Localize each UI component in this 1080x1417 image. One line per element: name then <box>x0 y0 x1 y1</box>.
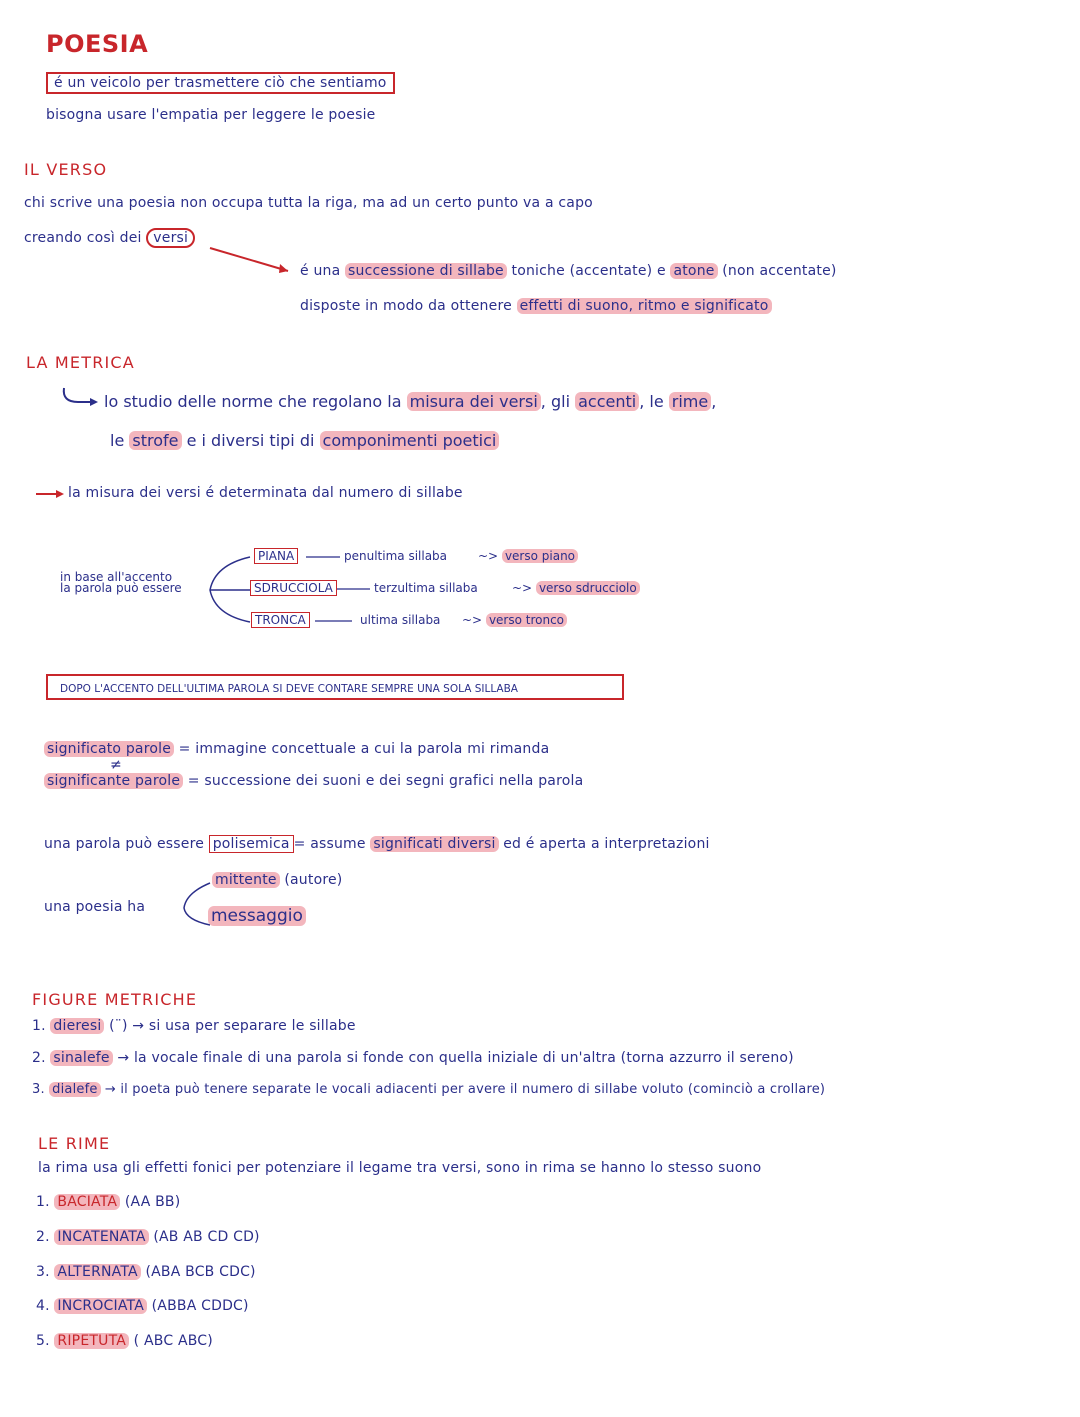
poesia-ha-mittente <box>212 872 342 888</box>
rime-item-2 <box>36 1229 260 1245</box>
type-piana-verse: ~> verso piano <box>478 549 578 563</box>
rime-item-3-name: ALTERNATA <box>54 1264 140 1280</box>
metrica-hl-misura: misura dei versi <box>407 392 541 411</box>
metrica-hl-rime: rime <box>669 392 711 411</box>
significante-line <box>44 773 583 789</box>
rime-item-3-num: 3. <box>36 1264 50 1280</box>
type-piana-syllable: penultima sillaba <box>344 549 448 563</box>
rime-item-4-name: INCROCIATA <box>54 1298 147 1314</box>
metrica-line2-mid: e i diversi tipi di <box>186 431 315 450</box>
verso-line-2 <box>24 230 195 246</box>
type-piana: PIANA <box>254 548 298 564</box>
def2-pre: disposte in modo da ottenere <box>300 298 512 314</box>
rime-item-1-name: BACIATA <box>54 1194 120 1210</box>
rime-item-1-num: 1. <box>36 1194 50 1210</box>
def1-highlight-2: atone <box>670 263 717 279</box>
figure-item-3 <box>32 1082 825 1097</box>
type-tronca: TRONCA <box>251 612 310 628</box>
rime-item-5-pattern: ( ABC ABC) <box>133 1333 213 1349</box>
metrica-line1-pre: lo studio delle norme che regolano la <box>104 392 402 411</box>
type-tronca-verse-text: verso tronco <box>486 613 567 627</box>
polisemica-line <box>44 835 710 853</box>
type-tronca-verse: ~> verso tronco <box>462 613 567 627</box>
type-sdrucciola-syllable: terzultima sillaba <box>374 581 478 595</box>
rime-item-2-num: 2. <box>36 1229 50 1245</box>
rime-item-4-num: 4. <box>36 1298 50 1314</box>
intro-boxed-text: é un veicolo per trasmettere ciò che sentiamo <box>46 72 395 94</box>
metrica-heading: LA METRICA <box>26 353 135 372</box>
polisemica-highlight: significati diversi <box>370 836 498 852</box>
significante-term: significante parole <box>44 773 183 789</box>
messaggio-text: messaggio <box>208 906 306 926</box>
metrica-line1-end: , <box>711 392 717 411</box>
significato-term: significato parole <box>44 741 174 757</box>
type-sdrucciola-verse: ~> verso sdrucciolo <box>512 581 640 595</box>
rime-item-1 <box>36 1194 180 1210</box>
intro-line: bisogna usare l'empatia per leggere le poesie <box>46 107 376 123</box>
accento-label-1: in base all'accento <box>60 570 173 584</box>
rule-box: DOPO L'ACCENTO DELL'ULTIMA PAROLA SI DEVE CONTARE SEMPRE UNA SOLA SILLABA <box>46 674 624 700</box>
type-piana-verse-text: verso piano <box>502 549 578 563</box>
verso-line-2-text: creando così dei <box>24 230 142 246</box>
rime-heading: LE RIME <box>38 1134 111 1153</box>
rime-item-1-pattern: (AA BB) <box>124 1194 181 1210</box>
figure-heading: FIGURE METRICHE <box>32 990 198 1009</box>
figure-item-2-desc: → la vocale finale di una parola si fonde con quella iniziale di un'altra (torna azzurro il sereno) <box>117 1050 794 1066</box>
rime-item-5 <box>36 1333 213 1349</box>
metrica-hl-strofe: strofe <box>129 431 181 450</box>
metrica-hl-accenti: accenti <box>575 392 639 411</box>
metrica-hl-componimenti: componimenti poetici <box>320 431 500 450</box>
def1-highlight-1: successione di sillabe <box>345 263 507 279</box>
rime-item-4 <box>36 1298 249 1314</box>
significante-def: = successione dei suoni e dei segni grafici nella parola <box>187 773 584 789</box>
polisemica-boxed: polisemica <box>209 835 294 853</box>
metrica-line-1 <box>104 392 716 411</box>
figure-item-3-desc: → il poeta può tenere separate le vocali adiacenti per avere il numero di sillabe voluto (cominciò a crollare) <box>104 1082 826 1097</box>
figure-item-3-num: 3. <box>32 1082 45 1097</box>
def1-post: (non accentate) <box>722 263 837 279</box>
metrica-line1-mid2: , le <box>639 392 664 411</box>
rime-item-5-name: RIPETUTA <box>54 1333 129 1349</box>
misura-note: la misura dei versi é determinata dal numero di sillabe <box>68 485 463 501</box>
versi-circled: versi <box>146 228 195 248</box>
type-tronca-syllable: ultima sillaba <box>360 613 441 627</box>
mittente-note: (autore) <box>284 872 343 888</box>
type-sdrucciola: SDRUCCIOLA <box>250 580 337 596</box>
rime-item-3 <box>36 1264 256 1280</box>
figure-item-2-term: sinalefe <box>50 1050 112 1066</box>
polisemica-pre: una parola può essere <box>44 836 205 852</box>
rime-item-2-pattern: (AB AB CD CD) <box>153 1229 260 1245</box>
metrica-line2-pre: le <box>110 431 125 450</box>
figure-item-1-desc: (¨) → si usa per separare le sillabe <box>109 1018 356 1034</box>
metrica-line1-mid1: , gli <box>540 392 571 411</box>
figure-item-1-term: dieresi <box>50 1018 104 1034</box>
def1-pre: é una <box>300 263 341 279</box>
neq-symbol: ≠ <box>110 757 122 773</box>
def1-mid: toniche (accentate) e <box>511 263 666 279</box>
rime-item-5-num: 5. <box>36 1333 50 1349</box>
verso-line-1: chi scrive una poesia non occupa tutta la riga, ma ad un certo punto va a capo <box>24 195 593 211</box>
figure-item-1-num: 1. <box>32 1018 46 1034</box>
rime-intro: la rima usa gli effetti fonici per potenziare il legame tra versi, sono in rima se hanno lo stesso suono <box>38 1160 762 1176</box>
rime-item-2-name: INCATENATA <box>54 1229 148 1245</box>
def2-highlight: effetti di suono, ritmo e significato <box>517 298 772 314</box>
rime-item-3-pattern: (ABA BCB CDC) <box>145 1264 256 1280</box>
figure-item-3-term: dialefe <box>49 1082 100 1097</box>
verso-definition-1 <box>300 263 837 279</box>
mittente-text: mittente <box>212 872 280 888</box>
poesia-ha-messaggio <box>208 906 306 926</box>
poesia-ha-label: una poesia ha <box>44 899 146 915</box>
type-sdrucciola-verse-text: verso sdrucciolo <box>536 581 640 595</box>
figure-item-2 <box>32 1050 794 1066</box>
accento-label <box>60 572 182 594</box>
rime-item-4-pattern: (ABBA CDDC) <box>151 1298 249 1314</box>
polisemica-post: ed é aperta a interpretazioni <box>503 836 710 852</box>
metrica-line-2 <box>110 431 499 450</box>
verso-heading: IL VERSO <box>24 160 108 179</box>
significato-def: = immagine concettuale a cui la parola mi rimanda <box>178 741 550 757</box>
page-title: POESIA <box>46 30 149 58</box>
figure-item-2-num: 2. <box>32 1050 46 1066</box>
figure-item-1 <box>32 1018 356 1034</box>
verso-definition-2 <box>300 298 772 314</box>
polisemica-mid: = assume <box>293 836 366 852</box>
accento-label-2: la parola può essere <box>60 581 182 595</box>
significato-line <box>44 741 549 757</box>
